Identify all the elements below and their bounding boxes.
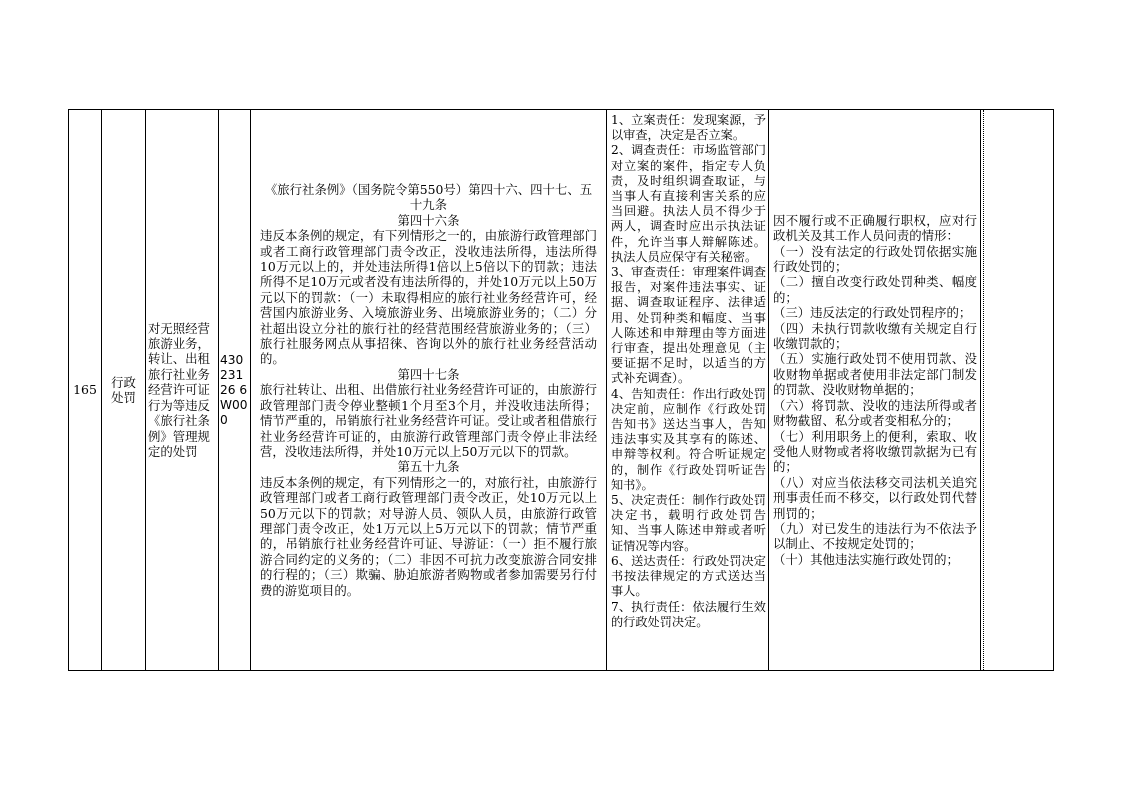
row-number-cell: [68, 109, 101, 671]
responsibility-item: 4、告知责任：作出行政处罚决定前，应制作《行政处罚告知书》送达当事人，告知违法事实及其享有的陈述、申辩等权利。符合听证规定的，制作《行政处罚听证告知书》。: [611, 386, 766, 492]
legal-basis-paragraph: 第四十七条: [397, 366, 460, 382]
code-cell: [218, 109, 250, 671]
responsibility-item: 3、审查责任：审理案件调查报告，对案件违法事实、证据、调查取证程序、法律适用、处罚种类和幅度、当事人陈述和申辩理由等方面进行审查，提出处理意见（主要证据不足时，以适当的方式补充调查）。: [611, 265, 766, 386]
item-name-text: 对无照经营旅游业务，转让、出租旅行社业务经营许可证行为等违反《旅行社条例》管理规定的处罚: [148, 320, 210, 459]
table-row: [68, 109, 1054, 671]
accountability-item: （八）对应当依法移交司法机关追究刑事责任而不移交，以行政处罚代替刑罚的；: [773, 474, 977, 521]
accountability-item: （一）没有法定的行政处罚依据实施行政处罚的；: [773, 243, 977, 275]
legal-basis-paragraph: 违反本条例的规定，有下列情形之一的，对旅行社，由旅游行政管理部门或者工商行政管理部门责令改正，处10万元以上50万元以下的罚款；对导游人员、领队人员，由旅游行政管理部门责令改正，处1万元以上5万元以下的罚款；情节严重的，吊销旅行社业务经营许可证、导游证：（一）拒不履行旅游合同约定的义务的；（二）非因不可抗力改变旅游合同安排的行程的；（三）欺骗、胁迫旅游者购物或者参加需要另行付费的游览项目的。: [260, 474, 597, 598]
item-name-cell: [145, 109, 218, 671]
code-text: 43023126 6W000: [220, 352, 248, 427]
legal-basis-paragraph: 《旅行社条例》（国务院令第550号）第四十六、四十七、五十九条: [264, 182, 593, 213]
responsibility-item: 1、立案责任：发现案源，予以审查，决定是否立案。: [611, 113, 766, 143]
accountability-item: （二）擅自改变行政处罚种类、幅度的；: [773, 274, 977, 305]
legal-basis-paragraph: 第四十六条: [397, 212, 460, 228]
legal-basis-paragraph: 违反本条例的规定，有下列情形之一的，由旅游行政管理部门或者工商行政管理部门责令改正，没收违法所得，违法所得10万元以上的，并处违法所得1倍以上5倍以下的罚款；违法所得不足10万元或者没有违法所得的，并处10万元以上50万元以下的罚款：（一）未取得相应的旅行社业务经营许可，经营国内旅游业务、入境旅游业务、出境旅游业务的；（二）分社超出设立分社的旅行社的经营范围经营旅游业务的；（三）旅行社服务网点从事招徕、咨询以外的旅行社业务经营活动的。: [260, 228, 597, 367]
accountability-item: （七）利用职务上的便利，索取、收受他人财物或者将收缴罚款据为已有的；: [773, 428, 977, 475]
accountability-item: （十）其他违法实施行政处罚的；: [773, 551, 959, 567]
note-cell: [980, 109, 1054, 671]
accountability-cell: [768, 109, 980, 671]
responsibility-cell: [606, 109, 768, 671]
responsibility-item: 2、调查责任：市场监管部门对立案的案件，指定专人负责，及时组织调查取证，与当事人有直接利害关系的应当回避。执法人员不得少于两人，调查时应出示执法证件，允许当事人辩解陈述。执法人员应保守有关秘密。: [611, 143, 766, 264]
accountability-text: [773, 213, 977, 567]
legal-basis-paragraph: 第五十九条: [397, 459, 460, 475]
responsibility-item: 6、送达责任：行政处罚决定书按法律规定的方式送达当事人。: [611, 553, 766, 599]
legal-basis-text: [260, 182, 597, 598]
responsibility-item: 7、执行责任：依法履行生效的行政处罚决定。: [611, 599, 766, 629]
row-number: 165: [73, 382, 97, 398]
category-text: 行政处罚: [111, 374, 136, 405]
category-cell: [101, 109, 145, 671]
legal-basis-paragraph: 旅行社转让、出租、出借旅行社业务经营许可证的，由旅游行政管理部门责令停业整顿1个月至3个月，并没收违法所得；情节严重的，吊销旅行社业务经营许可证。受让或者租借旅行社业务经营许可证的，由旅游行政管理部门责令停止非法经营，没收违法所得，并处10万元以上50万元以下的罚款。: [260, 382, 597, 459]
accountability-item: （四）未执行罚款收缴有关规定自行收缴罚款的；: [773, 320, 977, 352]
accountability-item: （九）对已发生的违法行为不依法予以制止、不按规定处罚的；: [773, 520, 977, 552]
responsibility-item: 5、决定责任：制作行政处罚决定书，载明行政处罚告知、当事人陈述申辩或者听证情况等内容。: [611, 493, 766, 553]
legal-basis-cell: [250, 109, 606, 671]
accountability-item: 因不履行或不正确履行职权，应对行政机关及其工作人员问责的情形：: [773, 212, 977, 244]
dotted-divider: [983, 110, 984, 670]
accountability-item: （三）违反法定的行政处罚程序的；: [773, 305, 972, 321]
accountability-item: （五）实施行政处罚不使用罚款、没收财物单据或者使用非法定部门制发的罚款、没收财物单据的；: [773, 351, 977, 398]
accountability-item: （六）将罚款、没收的违法所得或者财物截留、私分或者变相私分的；: [773, 397, 977, 429]
